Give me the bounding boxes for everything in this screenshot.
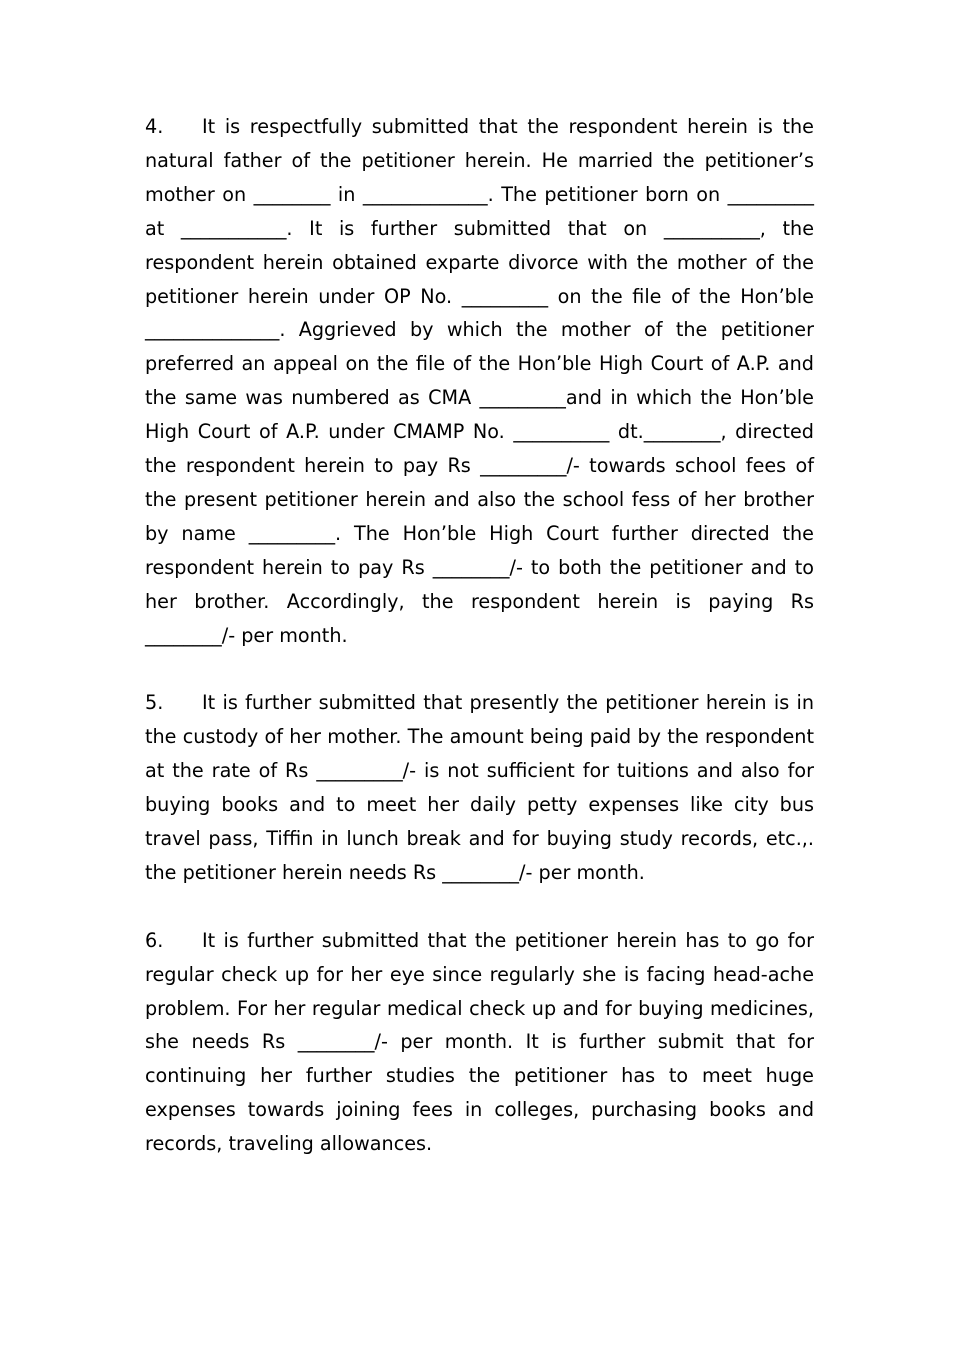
document-body <box>145 110 814 1195</box>
paragraph-number: 5. <box>145 691 164 715</box>
paragraph-number: 6. <box>145 928 164 952</box>
paragraph-text: It is respectfully submitted that the respondent herein is the natural father of the petitioner herein. He married the petitioner’s mother on ________ in _____________. The petitioner born on _________ at ___________. It is further submitted that on __________, the respondent herein obtained exparte divorce with the mother of the petitioner herein under OP No. _________ on the file of the Hon’ble ______________. Aggrieved by which the mother of the petitioner preferred an appeal on the file of the Hon’ble High Court of A.P. and the same was numbered as CMA _________and in which the Hon’ble High Court of A.P. under CMAMP No. __________ dt.________, directed the respondent herein to pay Rs _________/- towards school fees of the present petitioner herein and also the school fess of her brother by name _________. The Hon’ble High Court further directed the respondent herein to pay Rs ________/- to both the petitioner and to her brother. Accordingly, the respondent herein is paying Rs ________/- per month. <box>145 115 814 647</box>
paragraph-6 <box>145 924 814 1161</box>
paragraph-text: It is further submitted that presently the petitioner herein is in the custody of her mother. The amount being paid by the respondent at the rate of Rs _________/- is not sufficient for tuitions and also for buying books and to meet her daily petty expenses like city bus travel pass, Tiffin in lunch break and for buying study records, etc.,. the petitioner herein needs Rs ________/- per month. <box>145 691 814 884</box>
paragraph-5 <box>145 686 814 889</box>
paragraph-text: It is further submitted that the petitioner herein has to go for regular check up for her eye since regularly she is facing head-ache problem. For her regular medical check up and for buying medicines, she needs Rs ________/- per month. It is further submit that for continuing her further studies the petitioner has to meet huge expenses towards joining fees in colleges, purchasing books and records, traveling allowances. <box>145 928 814 1156</box>
paragraph-number: 4. <box>145 115 164 138</box>
paragraph-4 <box>145 110 814 653</box>
